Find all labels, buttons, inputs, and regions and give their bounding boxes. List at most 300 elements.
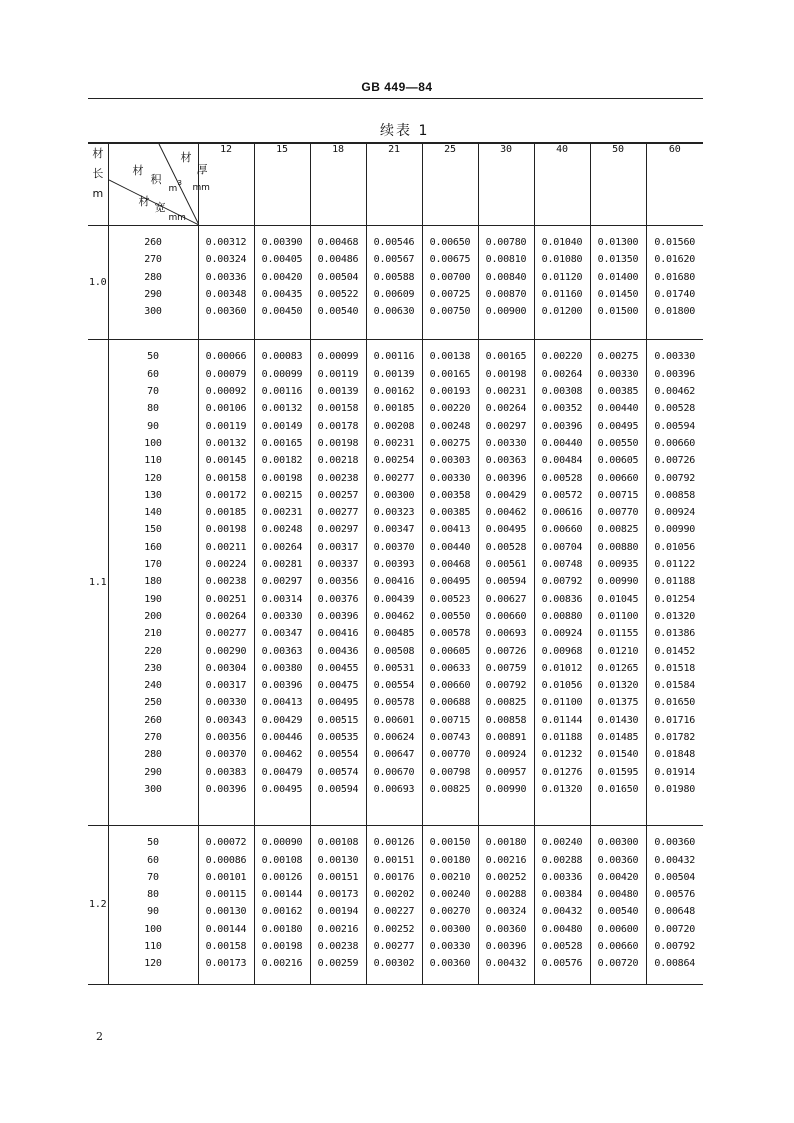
volume-value: 0.00090 <box>261 837 303 849</box>
volume-value: 0.00455 <box>317 662 359 674</box>
width-value: 270 <box>144 732 162 744</box>
volume-value: 0.00198 <box>261 940 303 952</box>
volume-value: 0.00182 <box>261 455 303 467</box>
volume-value: 0.01320 <box>597 680 639 692</box>
volume-value: 0.00726 <box>485 645 527 657</box>
volume-value: 0.00302 <box>373 958 415 970</box>
width-value: 160 <box>144 541 162 553</box>
volume-value: 0.00435 <box>261 288 303 300</box>
volume-value: 0.00572 <box>541 489 583 501</box>
volume-value: 0.00576 <box>541 958 583 970</box>
volume-value: 0.00101 <box>205 871 247 883</box>
volume-value: 0.00594 <box>485 576 527 588</box>
volume-value: 0.00660 <box>541 524 583 536</box>
volume-value: 0.00432 <box>485 958 527 970</box>
width-value: 60 <box>147 854 159 866</box>
volume-value: 0.00396 <box>485 940 527 952</box>
volume-value: 0.01650 <box>654 697 696 709</box>
volume-value: 0.00840 <box>485 271 527 283</box>
width-values <box>108 826 198 984</box>
volume-value: 0.00704 <box>541 541 583 553</box>
volume-column-25 <box>422 340 478 826</box>
volume-value: 0.00072 <box>205 837 247 849</box>
length-group <box>88 826 703 984</box>
volume-value: 0.00092 <box>205 386 247 398</box>
volume-value: 0.00312 <box>205 237 247 248</box>
volume-value: 0.01716 <box>654 714 696 726</box>
volume-value: 0.00880 <box>541 610 583 622</box>
width-value: 260 <box>144 237 162 248</box>
volume-value: 0.00383 <box>205 766 247 778</box>
volume-value: 0.00360 <box>485 923 527 935</box>
volume-value: 0.00561 <box>485 559 527 571</box>
volume-value: 0.01056 <box>654 541 696 553</box>
volume-value: 0.00288 <box>485 889 527 901</box>
length-header-char2: 长 <box>92 167 104 180</box>
volume-value: 0.00748 <box>541 559 583 571</box>
volume-value: 0.00165 <box>485 351 527 363</box>
volume-label-char1: 材 <box>132 164 144 177</box>
volume-value: 0.00264 <box>205 610 247 622</box>
volume-value: 0.00924 <box>485 749 527 761</box>
volume-value: 0.01740 <box>654 288 696 300</box>
volume-value: 0.00162 <box>373 386 415 398</box>
volume-value: 0.00252 <box>485 871 527 883</box>
volume-value: 0.00116 <box>373 351 415 363</box>
volume-value: 0.00158 <box>205 940 247 952</box>
volume-value: 0.00432 <box>654 854 696 866</box>
volume-value: 0.00550 <box>597 437 639 449</box>
volume-value: 0.01452 <box>654 645 696 657</box>
volume-value: 0.00792 <box>485 680 527 692</box>
volume-value: 0.00462 <box>485 507 527 519</box>
width-value: 90 <box>147 906 159 918</box>
volume-value: 0.00231 <box>373 437 415 449</box>
volume-value: 0.00600 <box>597 923 639 935</box>
volume-value: 0.00215 <box>261 489 303 501</box>
volume-column-30 <box>478 340 534 826</box>
width-value: 200 <box>144 610 162 622</box>
volume-value: 0.00546 <box>373 237 415 248</box>
volume-value: 0.00151 <box>317 871 359 883</box>
volume-value: 0.00588 <box>373 271 415 283</box>
thickness-header-25: 25 <box>422 143 478 226</box>
volume-value: 0.00578 <box>373 697 415 709</box>
volume-value: 0.01848 <box>654 749 696 761</box>
volume-column-50 <box>590 826 646 984</box>
volume-value: 0.00193 <box>429 386 471 398</box>
width-value: 120 <box>144 472 162 484</box>
volume-value: 0.00370 <box>205 749 247 761</box>
volume-value: 0.00594 <box>654 420 696 432</box>
volume-value: 0.00385 <box>429 507 471 519</box>
width-value: 110 <box>144 455 162 467</box>
volume-column-12 <box>198 226 254 340</box>
volume-value: 0.01782 <box>654 732 696 744</box>
volume-value: 0.00523 <box>429 593 471 605</box>
volume-value: 0.00297 <box>485 420 527 432</box>
volume-value: 0.01300 <box>597 237 639 248</box>
volume-value: 0.00158 <box>317 403 359 415</box>
volume-value: 0.00216 <box>317 923 359 935</box>
volume-value: 0.00336 <box>205 271 247 283</box>
width-value: 300 <box>144 306 162 318</box>
volume-value: 0.00360 <box>205 306 247 318</box>
volume-column-21 <box>366 340 422 826</box>
volume-column-12 <box>198 340 254 826</box>
width-value: 50 <box>147 351 159 363</box>
volume-value: 0.00083 <box>261 351 303 363</box>
width-value: 70 <box>147 871 159 883</box>
volume-value: 0.00601 <box>373 714 415 726</box>
volume-value: 0.00725 <box>429 288 471 300</box>
volume-value: 0.00300 <box>597 837 639 849</box>
page-number: 2 <box>96 1030 103 1043</box>
length-value: 1.2 <box>88 826 108 984</box>
volume-value: 0.00675 <box>429 254 471 266</box>
volume-value: 0.00130 <box>317 854 359 866</box>
volume-value: 0.00330 <box>429 940 471 952</box>
volume-value: 0.00231 <box>485 386 527 398</box>
volume-value: 0.01450 <box>597 288 639 300</box>
volume-value: 0.00648 <box>654 906 696 918</box>
volume-value: 0.00480 <box>597 889 639 901</box>
volume-value: 0.00759 <box>485 662 527 674</box>
width-value: 140 <box>144 507 162 519</box>
volume-value: 0.00486 <box>317 254 359 266</box>
volume-value: 0.00693 <box>485 628 527 640</box>
volume-value: 0.00227 <box>373 906 415 918</box>
volume-value: 0.00210 <box>429 871 471 883</box>
volume-value: 0.00688 <box>429 697 471 709</box>
volume-value: 0.00990 <box>597 576 639 588</box>
volume-column-15 <box>254 826 310 984</box>
volume-value: 0.00900 <box>485 306 527 318</box>
volume-value: 0.00574 <box>317 766 359 778</box>
volume-value: 0.00303 <box>429 455 471 467</box>
volume-value: 0.00202 <box>373 889 415 901</box>
volume-column-15 <box>254 340 310 826</box>
width-value: 130 <box>144 489 162 501</box>
volume-value: 0.00363 <box>485 455 527 467</box>
volume-value: 0.01155 <box>597 628 639 640</box>
volume-value: 0.00119 <box>317 368 359 380</box>
volume-value: 0.00825 <box>485 697 527 709</box>
volume-value: 0.00780 <box>485 237 527 248</box>
width-label-char1: 材 <box>138 195 150 208</box>
volume-value: 0.00535 <box>317 732 359 744</box>
width-value: 290 <box>144 766 162 778</box>
volume-value: 0.00352 <box>541 403 583 415</box>
table-continued-title: 续表 1 <box>380 123 430 139</box>
volume-value: 0.00300 <box>429 923 471 935</box>
volume-value: 0.00238 <box>317 472 359 484</box>
length-header-unit: m <box>92 187 103 200</box>
volume-value: 0.01188 <box>541 732 583 744</box>
volume-value: 0.00495 <box>597 420 639 432</box>
volume-value: 0.01056 <box>541 680 583 692</box>
volume-value: 0.00132 <box>261 403 303 415</box>
volume-column-25 <box>422 226 478 340</box>
volume-value: 0.00194 <box>317 906 359 918</box>
volume-value: 0.00119 <box>205 420 247 432</box>
volume-value: 0.00522 <box>317 288 359 300</box>
volume-value: 0.01232 <box>541 749 583 761</box>
volume-value: 0.01100 <box>597 610 639 622</box>
volume-value: 0.00270 <box>429 906 471 918</box>
volume-column-40 <box>534 226 590 340</box>
volume-value: 0.01800 <box>654 306 696 318</box>
width-label-char2: 宽 <box>154 201 166 214</box>
volume-value: 0.00198 <box>261 472 303 484</box>
volume-value: 0.00238 <box>205 576 247 588</box>
thickness-header-12: 12 <box>198 143 254 226</box>
header-rule <box>88 98 703 99</box>
volume-value: 0.00308 <box>541 386 583 398</box>
volume-value: 0.00257 <box>317 489 359 501</box>
width-unit: mm <box>168 213 186 223</box>
volume-value: 0.00356 <box>205 732 247 744</box>
volume-value: 0.00396 <box>654 368 696 380</box>
volume-value: 0.00858 <box>654 489 696 501</box>
volume-value: 0.00180 <box>429 854 471 866</box>
volume-value: 0.00508 <box>373 645 415 657</box>
volume-value: 0.00358 <box>429 489 471 501</box>
volume-value: 0.00660 <box>429 680 471 692</box>
volume-column-18 <box>310 226 366 340</box>
thickness-header-30: 30 <box>478 143 534 226</box>
volume-value: 0.00660 <box>654 437 696 449</box>
volume-value: 0.00396 <box>317 610 359 622</box>
volume-value: 0.00165 <box>429 368 471 380</box>
volume-table <box>88 142 703 985</box>
volume-value: 0.00347 <box>261 628 303 640</box>
volume-value: 0.00086 <box>205 854 247 866</box>
volume-value: 0.00609 <box>373 288 415 300</box>
thickness-header-15: 15 <box>254 143 310 226</box>
volume-value: 0.00396 <box>205 783 247 795</box>
width-value: 280 <box>144 271 162 283</box>
volume-value: 0.00440 <box>429 541 471 553</box>
volume-value: 0.00251 <box>205 593 247 605</box>
volume-value: 0.00605 <box>429 645 471 657</box>
volume-value: 0.01188 <box>654 576 696 588</box>
volume-value: 0.00743 <box>429 732 471 744</box>
width-value: 280 <box>144 749 162 761</box>
volume-value: 0.00858 <box>485 714 527 726</box>
volume-value: 0.01120 <box>541 271 583 283</box>
volume-value: 0.00792 <box>654 940 696 952</box>
volume-column-40 <box>534 340 590 826</box>
volume-value: 0.00363 <box>261 645 303 657</box>
volume-value: 0.00158 <box>205 472 247 484</box>
table-header-row <box>88 143 703 226</box>
volume-value: 0.01485 <box>597 732 639 744</box>
volume-value: 0.01200 <box>541 306 583 318</box>
volume-value: 0.01980 <box>654 783 696 795</box>
volume-value: 0.00139 <box>373 368 415 380</box>
volume-column-18 <box>310 826 366 984</box>
volume-value: 0.00330 <box>485 437 527 449</box>
volume-value: 0.00317 <box>205 680 247 692</box>
volume-value: 0.00446 <box>261 732 303 744</box>
volume-value: 0.01045 <box>597 593 639 605</box>
volume-value: 0.00337 <box>317 559 359 571</box>
volume-value: 0.00594 <box>317 783 359 795</box>
volume-value: 0.00176 <box>373 871 415 883</box>
volume-value: 0.01265 <box>597 662 639 674</box>
volume-value: 0.00440 <box>541 437 583 449</box>
volume-value: 0.00132 <box>205 437 247 449</box>
volume-value: 0.00198 <box>485 368 527 380</box>
thickness-header-21: 21 <box>366 143 422 226</box>
volume-value: 0.00633 <box>429 662 471 674</box>
volume-value: 0.01560 <box>654 237 696 248</box>
volume-value: 0.01160 <box>541 288 583 300</box>
volume-value: 0.01500 <box>597 306 639 318</box>
volume-value: 0.00216 <box>485 854 527 866</box>
volume-value: 0.00468 <box>429 559 471 571</box>
width-value: 150 <box>144 524 162 536</box>
volume-column-30 <box>478 826 534 984</box>
volume-value: 0.00360 <box>654 837 696 849</box>
volume-value: 0.00870 <box>485 288 527 300</box>
volume-value: 0.01210 <box>597 645 639 657</box>
volume-value: 0.00277 <box>317 507 359 519</box>
volume-value: 0.00281 <box>261 559 303 571</box>
volume-value: 0.00462 <box>261 749 303 761</box>
volume-value: 0.00180 <box>485 837 527 849</box>
volume-value: 0.01680 <box>654 271 696 283</box>
volume-value: 0.00554 <box>317 749 359 761</box>
volume-value: 0.00468 <box>317 237 359 248</box>
width-value: 300 <box>144 783 162 795</box>
thickness-label-char1: 材 <box>180 151 192 164</box>
volume-value: 0.00173 <box>205 958 247 970</box>
volume-value: 0.00144 <box>205 923 247 935</box>
volume-value: 0.00099 <box>261 368 303 380</box>
volume-value: 0.00924 <box>541 628 583 640</box>
volume-value: 0.00165 <box>261 437 303 449</box>
volume-value: 0.00413 <box>429 524 471 536</box>
length-value: 1.1 <box>88 340 108 826</box>
width-value: 210 <box>144 628 162 640</box>
volume-value: 0.00149 <box>261 420 303 432</box>
volume-value: 0.00347 <box>373 524 415 536</box>
volume-value: 0.00277 <box>205 628 247 640</box>
width-value: 230 <box>144 662 162 674</box>
volume-value: 0.00238 <box>317 940 359 952</box>
volume-value: 0.00220 <box>429 403 471 415</box>
volume-value: 0.00924 <box>654 507 696 519</box>
volume-value: 0.01518 <box>654 662 696 674</box>
volume-value: 0.00198 <box>205 524 247 536</box>
volume-value: 0.00416 <box>373 576 415 588</box>
volume-value: 0.00330 <box>597 368 639 380</box>
volume-value: 0.00792 <box>541 576 583 588</box>
width-value: 80 <box>147 889 159 901</box>
length-header <box>88 143 108 226</box>
volume-value: 0.00385 <box>597 386 639 398</box>
volume-value: 0.00990 <box>485 783 527 795</box>
volume-value: 0.00485 <box>373 628 415 640</box>
width-value: 250 <box>144 697 162 709</box>
volume-value: 0.00144 <box>261 889 303 901</box>
width-value: 60 <box>147 368 159 380</box>
volume-value: 0.00254 <box>373 455 415 467</box>
volume-value: 0.00475 <box>317 680 359 692</box>
volume-value: 0.00630 <box>373 306 415 318</box>
volume-value: 0.00185 <box>205 507 247 519</box>
volume-value: 0.00252 <box>373 923 415 935</box>
width-value: 270 <box>144 254 162 266</box>
volume-value: 0.00670 <box>373 766 415 778</box>
volume-value: 0.00462 <box>373 610 415 622</box>
volume-column-60 <box>646 340 703 826</box>
volume-value: 0.00115 <box>205 889 247 901</box>
length-value: 1.0 <box>88 226 108 340</box>
volume-value: 0.00173 <box>317 889 359 901</box>
volume-column-18 <box>310 340 366 826</box>
volume-value: 0.00275 <box>597 351 639 363</box>
volume-value: 0.00360 <box>429 958 471 970</box>
volume-column-15 <box>254 226 310 340</box>
volume-value: 0.00108 <box>317 837 359 849</box>
volume-value: 0.00891 <box>485 732 527 744</box>
volume-value: 0.00277 <box>373 940 415 952</box>
volume-value: 0.00396 <box>541 420 583 432</box>
volume-value: 0.00304 <box>205 662 247 674</box>
volume-value: 0.00515 <box>317 714 359 726</box>
volume-value: 0.00264 <box>485 403 527 415</box>
volume-value: 0.00528 <box>485 541 527 553</box>
volume-value: 0.00376 <box>317 593 359 605</box>
thickness-header-40: 40 <box>534 143 590 226</box>
volume-value: 0.00693 <box>373 783 415 795</box>
volume-value: 0.00479 <box>261 766 303 778</box>
volume-label-char2: 积 <box>150 173 162 186</box>
volume-value: 0.00416 <box>317 628 359 640</box>
volume-column-12 <box>198 826 254 984</box>
volume-value: 0.01320 <box>541 783 583 795</box>
volume-column-40 <box>534 826 590 984</box>
volume-value: 0.00550 <box>429 610 471 622</box>
width-values <box>108 340 198 826</box>
volume-value: 0.00770 <box>429 749 471 761</box>
volume-value: 0.01400 <box>597 271 639 283</box>
volume-value: 0.00990 <box>654 524 696 536</box>
volume-value: 0.01620 <box>654 254 696 266</box>
volume-value: 0.01430 <box>597 714 639 726</box>
volume-value: 0.00211 <box>205 541 247 553</box>
volume-value: 0.00356 <box>317 576 359 588</box>
volume-value: 0.00576 <box>654 889 696 901</box>
volume-column-21 <box>366 226 422 340</box>
volume-column-60 <box>646 226 703 340</box>
volume-value: 0.00432 <box>541 906 583 918</box>
volume-value: 0.00138 <box>429 351 471 363</box>
volume-value: 0.00700 <box>429 271 471 283</box>
diagonal-header <box>108 143 210 226</box>
volume-value: 0.00554 <box>373 680 415 692</box>
volume-value: 0.00240 <box>541 837 583 849</box>
volume-value: 0.00130 <box>205 906 247 918</box>
length-group <box>88 226 703 340</box>
volume-value: 0.00116 <box>261 386 303 398</box>
volume-column-21 <box>366 826 422 984</box>
volume-value: 0.00792 <box>654 472 696 484</box>
volume-value: 0.00429 <box>485 489 527 501</box>
